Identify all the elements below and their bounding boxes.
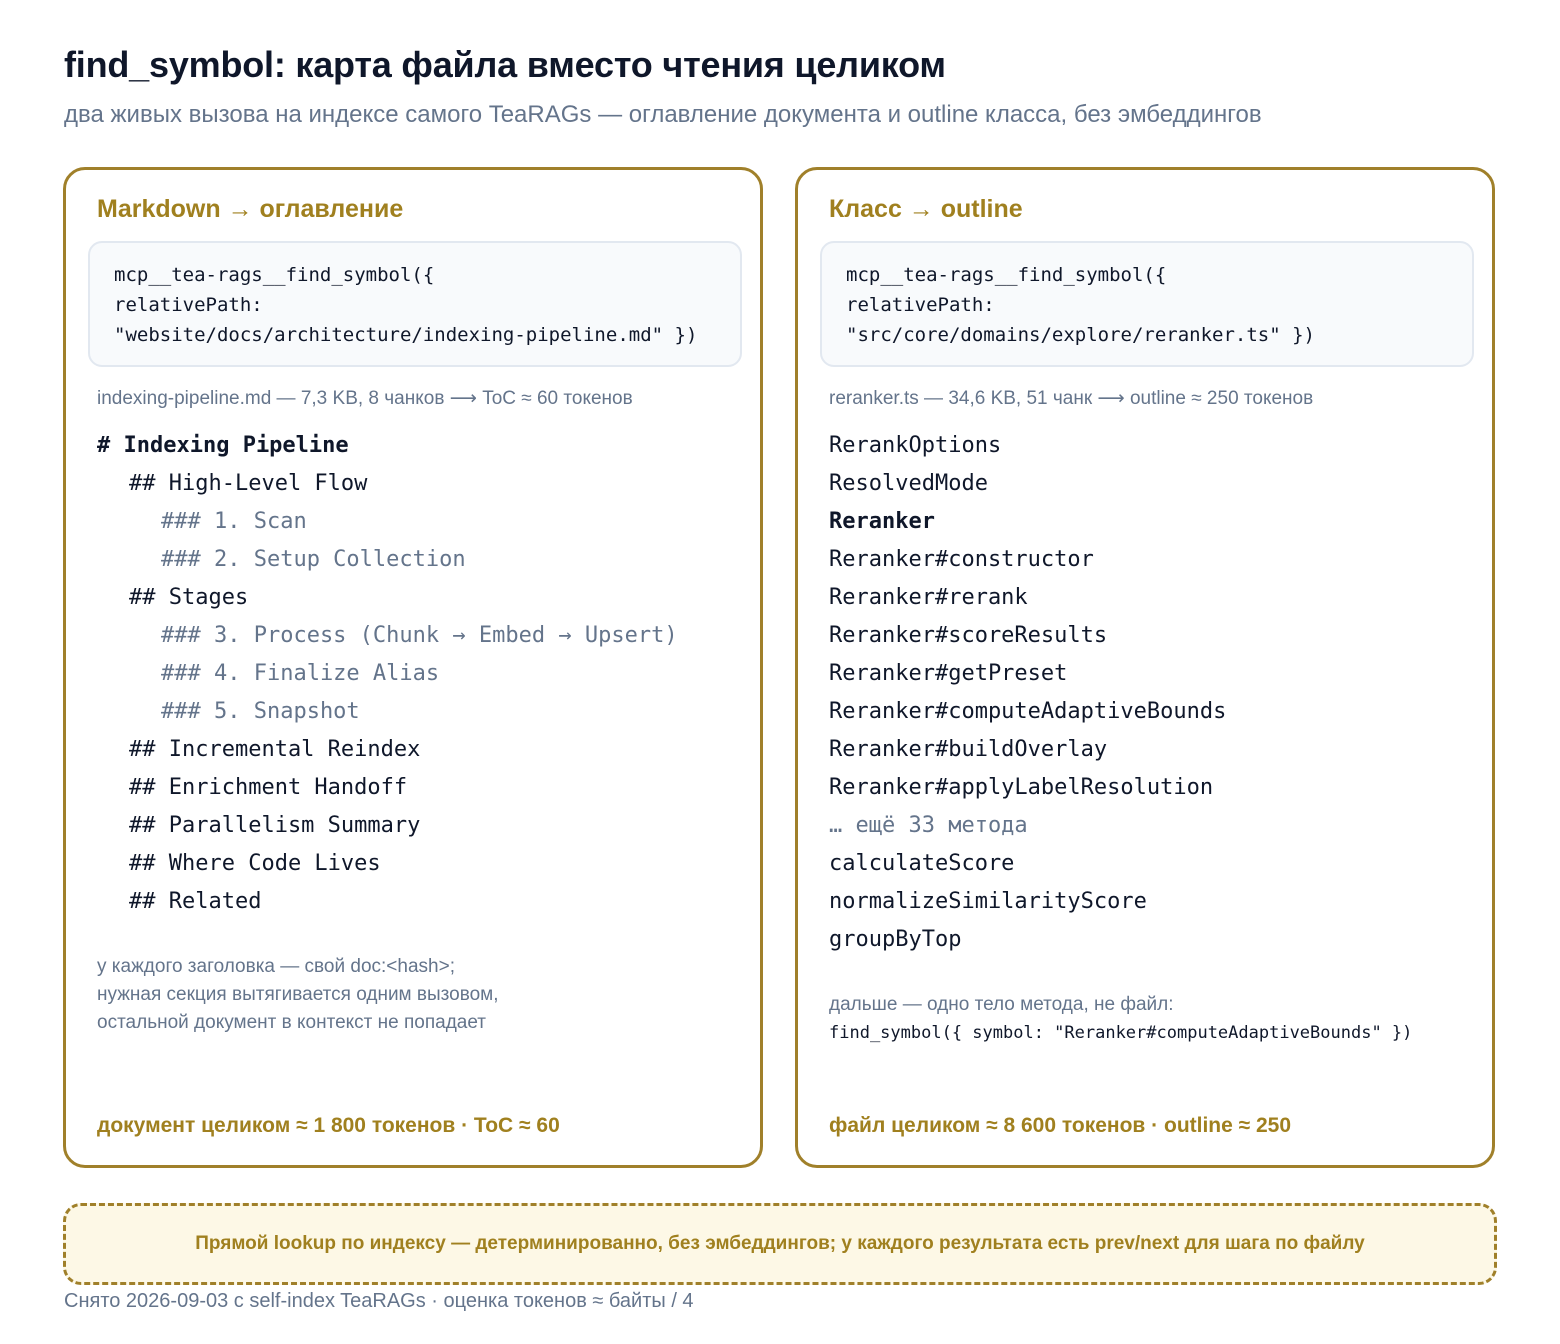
toc-item: ## High-Level Flow: [129, 471, 368, 496]
next-step-code: find_symbol({ symbol: "Reranker#computeAdaptiveBounds" }): [829, 1023, 1413, 1043]
outline-item: ResolvedMode: [829, 471, 988, 496]
panel-title-class: Класс → outline: [829, 195, 1023, 223]
outline-more-methods: … ещё 33 метода: [829, 813, 1028, 838]
outline-item-class: Reranker: [829, 509, 935, 534]
toc-item: ## Related: [129, 889, 262, 914]
outline-item: Reranker#buildOverlay: [829, 737, 1108, 762]
toc-item: ## Incremental Reindex: [129, 737, 421, 762]
markdown-toc-panel: [63, 167, 763, 1168]
code-line: mcp__tea-rags__find_symbol({: [114, 264, 435, 286]
toc-item: ### 4. Finalize Alias: [161, 661, 440, 686]
file-meta-class: reranker.ts — 34,6 KB, 51 чанк ⟶ outline ≈ 250 токенов: [829, 388, 1314, 409]
outline-item: Reranker#getPreset: [829, 661, 1068, 686]
note-line: у каждого заголовка — свой doc:<hash>;: [97, 956, 455, 977]
page-title: find_symbol: карта файла вместо чтения целиком: [64, 44, 946, 85]
token-summary-markdown: документ целиком ≈ 1 800 токенов · ToC ≈ 60: [97, 1114, 560, 1137]
code-line: relativePath:: [846, 294, 995, 316]
outline-item: normalizeSimilarityScore: [829, 889, 1147, 914]
outline-list: [829, 427, 1226, 959]
code-line: mcp__tea-rags__find_symbol({: [846, 264, 1167, 286]
note-line: остальной документ в контекст не попадает: [97, 1012, 486, 1033]
code-block-class-call: [820, 241, 1474, 367]
caption: Снято 2026-09-03 с self-index TeaRAGs · оценка токенов ≈ байты / 4: [64, 1290, 694, 1312]
class-outline-panel: [795, 167, 1495, 1168]
toc-item: # Indexing Pipeline: [97, 433, 349, 458]
note-line: нужная секция вытягивается одним вызовом,: [97, 984, 499, 1005]
outline-item: Reranker#computeAdaptiveBounds: [829, 699, 1227, 724]
banner-text: Прямой lookup по индексу — детерминированно, без эмбеддингов; у каждого результата есть prev/next для шага по файлу: [195, 1233, 1365, 1254]
outline-item: groupByTop: [829, 927, 962, 952]
summary-banner: [63, 1203, 1497, 1285]
outline-item: Reranker#applyLabelResolution: [829, 775, 1214, 800]
outline-item: Reranker#rerank: [829, 585, 1028, 610]
toc-item: ## Parallelism Summary: [129, 813, 421, 838]
outline-item: Reranker#scoreResults: [829, 623, 1108, 648]
token-summary-class: файл целиком ≈ 8 600 токенов · outline ≈ 250: [829, 1114, 1292, 1137]
toc-item: ### 1. Scan: [161, 509, 307, 534]
code-block-markdown-call: [88, 241, 742, 367]
code-line: relativePath:: [114, 294, 263, 316]
toc-item: ### 5. Snapshot: [161, 699, 360, 724]
toc-item: ## Where Code Lives: [129, 851, 381, 876]
panel-title-markdown: Markdown → оглавление: [97, 195, 404, 223]
toc-note: [97, 953, 499, 1037]
toc-item: ## Stages: [129, 585, 249, 610]
outline-item: calculateScore: [829, 851, 1015, 876]
next-step-label: дальше — одно тело метода, не файл:: [829, 994, 1174, 1015]
page-subtitle: два живых вызова на индексе самого TeaRAGs — оглавление документа и outline класса, без эмбеддингов: [64, 101, 1262, 128]
toc-item: ### 2. Setup Collection: [161, 547, 466, 572]
file-meta-markdown: indexing-pipeline.md — 7,3 KB, 8 чанков ⟶ ToC ≈ 60 токенов: [97, 388, 633, 409]
code-line: "src/core/domains/explore/reranker.ts" }): [846, 324, 1315, 346]
toc-list: [97, 427, 678, 921]
next-step: [829, 991, 1412, 1047]
toc-item: ### 3. Process (Chunk → Embed → Upsert): [161, 623, 678, 648]
outline-item: Reranker#constructor: [829, 547, 1094, 572]
code-line: "website/docs/architecture/indexing-pipeline.md" }): [114, 324, 698, 346]
toc-item: ## Enrichment Handoff: [129, 775, 408, 800]
outline-item: RerankOptions: [829, 433, 1002, 458]
